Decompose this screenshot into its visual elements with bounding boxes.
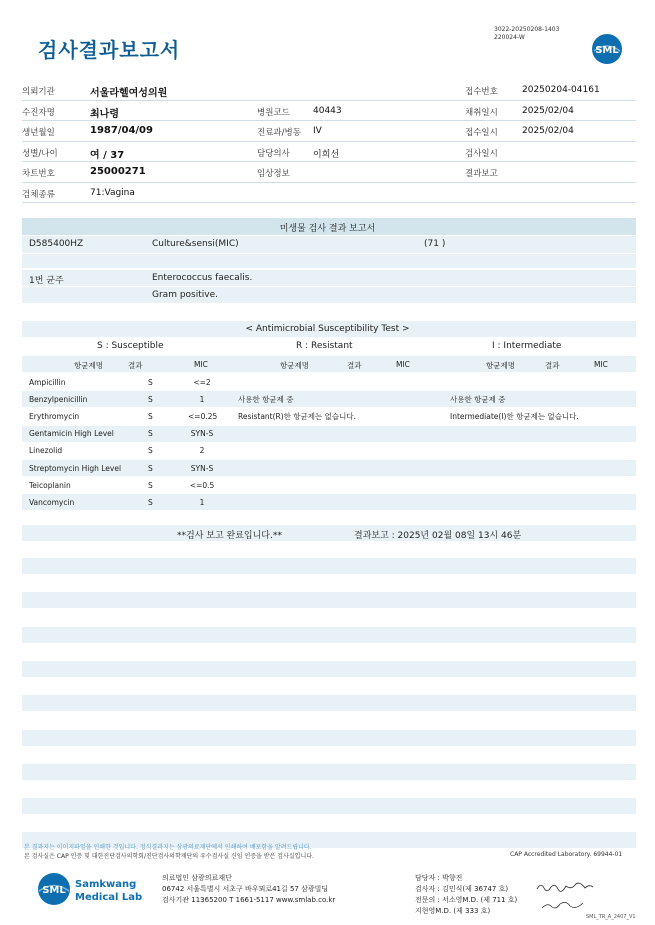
empty-band <box>22 695 636 711</box>
info-label: 검사일시 <box>465 148 498 159</box>
test-name: Culture&sensi(MIC) <box>152 239 239 249</box>
staff-specialist-2: 지현영M.D. (제 333 호) <box>415 907 491 915</box>
empty-band <box>22 730 636 746</box>
legend-resistant: R : Resistant <box>296 341 353 351</box>
ast-drug-name: Erythromycin <box>29 411 80 421</box>
info-label: 결과보고 <box>465 169 498 179</box>
ast-row-band <box>22 494 636 510</box>
info-label: 검체종류 <box>22 189 55 200</box>
empty-band <box>22 627 636 643</box>
info-value: 25000271 <box>90 166 146 177</box>
ast-mic: <=0.25 <box>188 411 218 421</box>
ast-result: S <box>148 480 153 490</box>
empty-band <box>22 764 636 780</box>
ast-result: S <box>148 394 153 404</box>
info-value: 서울라헬여성의원 <box>90 88 168 99</box>
report-time: 결과보고 : 2025년 02월 08일 13시 46분 <box>354 531 522 541</box>
organism-gram: Gram positive. <box>152 290 218 300</box>
gram-row-band <box>22 287 636 303</box>
resistant-note-1: 사용한 항균제 중 <box>238 395 294 404</box>
info-label: 병원코드 <box>257 107 290 118</box>
ast-mic: <=2 <box>193 377 211 387</box>
ast-mic: 1 <box>199 394 205 404</box>
staff-tester: 검사자 : 김민식(제 36747 호) <box>415 885 509 893</box>
ast-mic: <=0.5 <box>189 480 215 490</box>
page-title: 검사결과보고서 <box>38 38 181 62</box>
ast-drug-name: Ampicillin <box>29 377 66 387</box>
ast-mic: 1 <box>199 497 205 507</box>
ast-drug-name: Gentamicin High Level <box>29 429 114 439</box>
org-name: 의료법인 삼광의료재단 <box>162 874 232 882</box>
sml-logo-text: SML <box>595 45 619 56</box>
resistant-note-2: Resistant(R)한 항균제는 없습니다. <box>238 412 357 421</box>
ast-col-drug: 항균제명 <box>74 361 103 370</box>
organism-name: Enterococcus faecalis. <box>152 273 253 283</box>
info-value: 1987/04/09 <box>90 125 153 136</box>
section-title: 미생물 검사 결과 보고서 <box>279 224 376 234</box>
footer-notice: 본 결과지는 이미지파일을 인쇄한 것입니다. 정식결과지는 삼광의료재단에서 인쇄하여 배포함을 알려드립니다. <box>24 844 312 851</box>
info-value: 이희선 <box>313 149 340 160</box>
info-row <box>22 183 636 204</box>
samkwang-name-1: Samkwang <box>75 879 137 890</box>
empty-band <box>22 798 636 814</box>
ast-result: S <box>148 463 153 473</box>
completion-message: **검사 보고 완료입니다.** <box>177 531 282 541</box>
info-value: 20250204-04161 <box>522 85 600 95</box>
info-value: 40443 <box>313 105 342 116</box>
intermediate-note-2: Intermediate(I)한 항균제는 없습니다. <box>450 412 579 421</box>
ast-drug-name: Benzylpenicillin <box>29 394 88 404</box>
info-value: 2025/02/04 <box>522 105 574 116</box>
info-row <box>22 162 636 183</box>
info-row <box>22 80 636 101</box>
ast-mic: 2 <box>199 446 205 456</box>
info-value: IV <box>313 126 322 136</box>
sml-logo <box>590 32 624 70</box>
org-address: 06742 서울특별시 서초구 바우뫼로41길 57 삼광빌딩 <box>162 885 329 893</box>
ast-header-band <box>22 356 636 372</box>
completion-band <box>22 525 636 541</box>
document-number <box>494 26 559 42</box>
patient-info-table <box>22 80 636 203</box>
info-label: 접수번호 <box>465 87 498 97</box>
ast-col-result: 결과 <box>347 361 362 370</box>
ast-drug-name: Linezolid <box>29 446 63 456</box>
ast-drug-name: Streptomycin High Level <box>29 463 122 473</box>
specialist-signature <box>540 898 585 912</box>
ast-result: S <box>148 446 153 456</box>
info-label: 접수일시 <box>465 128 498 138</box>
form-code: SML_TR_A_2407_V1 <box>586 914 636 920</box>
info-value: 2025/02/04 <box>522 126 574 136</box>
ast-drug-name: Teicoplanin <box>29 480 71 490</box>
ast-drug-name: Vancomycin <box>29 497 75 507</box>
info-label: 임상정보 <box>257 169 290 179</box>
organism-row-band <box>22 270 636 286</box>
ast-result: S <box>148 497 153 507</box>
staff-manager: 담당자 : 박향진 <box>415 874 463 882</box>
ast-col-drug: 항균제명 <box>486 361 515 370</box>
info-label: 성별/나이 <box>22 148 58 159</box>
info-label: 채취일시 <box>465 107 498 118</box>
ast-col-mic: MIC <box>396 360 410 369</box>
empty-band <box>22 661 636 677</box>
ast-row-band <box>22 391 636 407</box>
staff-info <box>415 873 517 917</box>
legend-susceptible: S : Susceptible <box>97 341 164 351</box>
test-code: D585400HZ <box>29 239 84 249</box>
info-label: 수진자명 <box>22 107 55 118</box>
empty-band <box>22 592 636 608</box>
footer-certification: 본 검사실은 CAP 인증 및 대한진단검사의학회/진단검사의학재단의 우수검사실 신임 인증을 받은 검사실입니다. <box>24 853 314 860</box>
info-row <box>22 121 636 142</box>
info-label: 의뢰기관 <box>22 87 55 97</box>
ast-result: S <box>148 429 153 439</box>
ast-col-mic: MIC <box>194 360 208 369</box>
cap-accreditation: CAP Accredited Laboratory. 69944-01 <box>510 851 623 858</box>
samkwang-logo <box>36 870 146 914</box>
info-value: 71:Vagina <box>90 187 135 198</box>
ast-row-band <box>22 426 636 442</box>
ast-title: < Antimicrobial Susceptibility Test > <box>245 324 410 334</box>
ast-col-mic: MIC <box>594 360 608 369</box>
organism-label: 1번 균주 <box>29 276 64 286</box>
ast-col-result: 결과 <box>545 361 560 370</box>
blank-band <box>22 254 636 268</box>
ast-col-result: 결과 <box>128 361 143 370</box>
samkwang-name-2: Medical Lab <box>75 892 143 903</box>
test-specimen: (71 ) <box>424 239 446 249</box>
document-number-line1: 3022-20250208-1403 <box>494 26 560 33</box>
info-row <box>22 142 636 163</box>
staff-specialist-1: 전문의 : 서소영M.D. (제 711 호) <box>415 896 518 904</box>
info-row <box>22 101 636 122</box>
test-row-band <box>22 236 636 253</box>
intermediate-note-1: 사용한 항균제 중 <box>450 395 506 404</box>
info-label: 생년월일 <box>22 128 55 138</box>
info-label: 차트번호 <box>22 169 55 179</box>
legend-intermediate: I : Intermediate <box>492 341 562 351</box>
ast-result: S <box>148 377 153 387</box>
info-label: 진료과/병동 <box>257 128 301 138</box>
document-number-line2: 220024-W <box>494 34 525 41</box>
empty-band <box>22 558 636 574</box>
info-value: 최나령 <box>90 108 119 120</box>
ast-mic: SYN-S <box>190 429 214 439</box>
samkwang-logo-mark: SML <box>42 885 66 896</box>
ast-result: S <box>148 411 153 421</box>
ast-col-drug: 항균제명 <box>280 361 309 370</box>
info-label: 담당의사 <box>257 148 290 159</box>
tester-signature <box>535 880 595 894</box>
info-value: 여 / 37 <box>90 149 125 161</box>
organization-info <box>162 873 335 906</box>
org-contact: 검사기관 11365200 T 1661-5117 www.smlab.co.kr <box>162 896 336 904</box>
ast-mic: SYN-S <box>190 463 214 473</box>
